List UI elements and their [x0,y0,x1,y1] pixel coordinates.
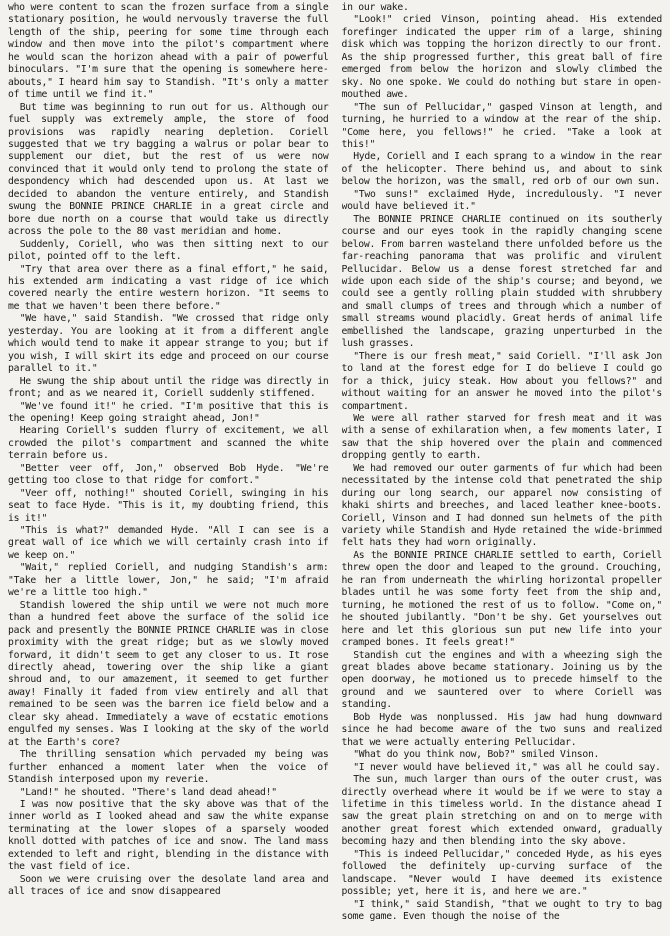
paragraph: "Better veer off, Jon," observed Bob Hyde. "We're getting too close to that ridge for comfort." [8,462,329,487]
paragraph: Bob Hyde was nonplussed. His jaw had hung downward since he had become aware of the two suns and realized that we were actually entering Pellucidar. [341,711,662,748]
right-text-column [342,2,663,936]
paragraph: in our wake. [341,2,409,13]
paragraph: "I think," said Standish, "that we ought to try to bag some game. Even though the noise of the [341,898,662,923]
paragraph: Standish lowered the ship until we were not much more than a hundred feet above the surface of the solid ice pack and presently the BONNIE PRINCE CHARLIE was in close proximity with the great ridge; but as we slowly moved forward, it didn't seem to get any closer to us. It rose directly ahead, towering over the ship like a giant shroud and, to our amazement, it seemed to get further away! Finally it faded from view entirely and all that remained to be seen was the barren ice field below and a clear sky ahead. Immediately a wave of ecstatic emotions engulfed my senses. Was I looking at the sky of the world at the Earth's core? [8,599,329,748]
paragraph: "Try that area over there as a final effort," he said, his extended arm indicating a vast ridge of ice which covered nearly the entire western horizon. "It seems to me that we haven't been there before." [8,263,329,312]
paragraph: "Veer off, nothing!" shouted Coriell, swinging in his seat to face Hyde. "This is it, my doubting friend, this is it!" [8,487,329,524]
left-text-column [8,2,329,936]
paragraph: "We have," said Standish. "We crossed that ridge only yesterday. You are looking at it from a different angle which would tend to make it appear strange to you; but if you wish, I will skirt its edge and proceed on our course parallel to it." [8,313,329,375]
paragraph: "The sun of Pellucidar," gasped Vinson at length, and turning, he hurried to a window at the rear of the ship. "Come here, you fellows!" he cried. "Take a look at this!" [341,101,662,150]
paragraph: Suddenly, Coriell, who was then sitting next to our pilot, pointed off to the left. [8,238,329,263]
paragraph: We were all rather starved for fresh meat and it was with a sense of exhilaration when, a few moments later, I saw that the ship hovered over the plain and commenced dropping gently to earth. [341,412,662,462]
paragraph: We had removed our outer garments of fur which had been necessitated by the intense cold that penetrated the ship during our long search, our apparel now consisting of khaki shirts and breeches, and laced leather knee-boots. Coriell, Vinson and I had donned sun helmets of the pith variety while Standish and Hyde retained the wide-brimmed felt hats they had worn originally. [341,462,662,549]
paragraph: Soon we were cruising over the desolate land area and all traces of ice and snow disappeared [8,873,329,898]
paragraph: The BONNIE PRINCE CHARLIE continued on its southerly course and our eyes took in the rapidly changing scene below. From barren wasteland there unfolded before us the far-reaching panorama that was prolific and virulent Pellucidar. Below us a dense forest stretched far and wide upon each side of the ship's course; and beyond, we could see a gently rolling plain studded with shrubbery and small clumps of trees and through which a number of small streams wound placidly. Great herds of animal life embellished the landscape, grazing unperturbed in the lush grasses. [341,213,662,350]
paragraph: As the BONNIE PRINCE CHARLIE settled to earth, Coriell threw open the door and leaped to the ground. Crouching, he ran from underneath the whirling horizontal propeller blades until he was some forty feet from the ship and, turning, he motioned the rest of us to follow. "Come on," he shouted jubilantly. "Don't be shy. Get yourselves out here and let this glorious sun put new life into your cramped bones. It feels great!" [341,549,662,649]
paragraph: "What do you think now, Bob?" smiled Vinson. [353,749,600,761]
paragraph: "I never would have believed it," was all he could say. [353,761,661,773]
paragraph: "Look!" cried Vinson, pointing ahead. His extended forefinger indicated the upper rim of a large, shining disk which was topping the horizon directly to our front. As the ship progressed further, this great ball of fire emerged from below the horizon and slowly climbed the sky. No one spoke. We could do nothing but stare in open-mouthed awe. [341,14,662,101]
paragraph: Hearing Coriell's sudden flurry of excitement, we all crowded the pilot's compartment and scanned the white terrain before us. [8,425,329,462]
paragraph: "Two suns!" exclaimed Hyde, incredulously. "I never would have believed it." [341,188,662,213]
paragraph: "Wait," replied Coriell, and nudging Standish's arm: "Take her a little lower, Jon," he said; "I'm afraid we're a little too high." [8,562,329,599]
paragraph: "This is indeed Pellucidar," conceded Hyde, as his eyes followed the definitely up-curving surface of the landscape. "Never would I have deemed its existence possible; yet, here it is, and here we are." [341,848,662,898]
paragraph: The sun, much larger than ours of the outer crust, was directly overhead where it would be if we were to stay a lifetime in this timeless world. In the distance ahead I saw the great plain stretching on and on to merge with another great forest which extended onward, gradually becoming hazy and then blending into the sky above. [341,774,662,848]
paragraph: I was now positive that the sky above was that of the inner world as I looked ahead and saw the white expanse terminating at the lower slopes of a sparsely wooded knoll dotted with patches of ice and snow. The land mass extended to left and right, blending in the distance with the vast field of ice. [8,799,329,873]
paragraph: "This is what?" demanded Hyde. "All I can see is a great wall of ice which we will certainly crash into if we keep on." [8,525,329,561]
paragraph: He swung the ship about until the ridge was directly in front; and as we neared it, Coriell suddenly stiffened. [8,375,329,400]
paragraph: "Land!" he shouted. "There's land dead ahead!" [19,786,277,798]
paragraph: Standish cut the engines and with a wheezing sigh the great blades above became stationary. Joining us by the open doorway, he motioned us to precede himself to the ground and we sauntered over to where Coriell was standing. [341,649,662,711]
paragraph: who were content to scan the frozen surface from a single stationary position, he would nervously traverse the full length of the ship, peering for some time through each window and then move into the pilot's compartment where he would scan the horizon ahead with a pair of powerful binoculars. "I'm sure that the opening is somewhere here-abouts," I heard him say to Standish. "It's only a matter of time until we find it." [8,2,329,101]
paragraph: But time was beginning to run out for us. Although our fuel supply was extremely ample, the store of food provisions was rapidly nearing depletion. Coriell suggested that we try bagging a walrus or polar bear to supplement our diet, but the rest of us were now convinced that it would only tend to prolong the state of despondency which had descended upon us. At last we decided to abandon the venture entirely, and Standish swung the BONNIE PRINCE CHARLIE in a great circle and bore due north on a course that would take us directly across the pole to the 80 vast meridian and home. [8,101,329,238]
paragraph: "There is our fresh meat," said Coriell. "I'll ask Jon to land at the forest edge for I do believe I could go for a thick, juicy steak. How about you fellows?" and without waiting for an answer he moved into the pilot's compartment. [341,350,662,412]
paragraph: "We've found it!" he cried. "I'm positive that this is the opening! Keep going straight ahead, Jon!" [8,400,329,424]
paragraph: Hyde, Coriell and I each sprang to a window in the rear of the helicopter. There behind us, and about to sink below the horizon, was the small, red orb of our own sun. [341,151,662,188]
paragraph: The thrilling sensation which pervaded my being was further enhanced a moment later when the voice of Standish interposed upon my reverie. [8,749,329,786]
